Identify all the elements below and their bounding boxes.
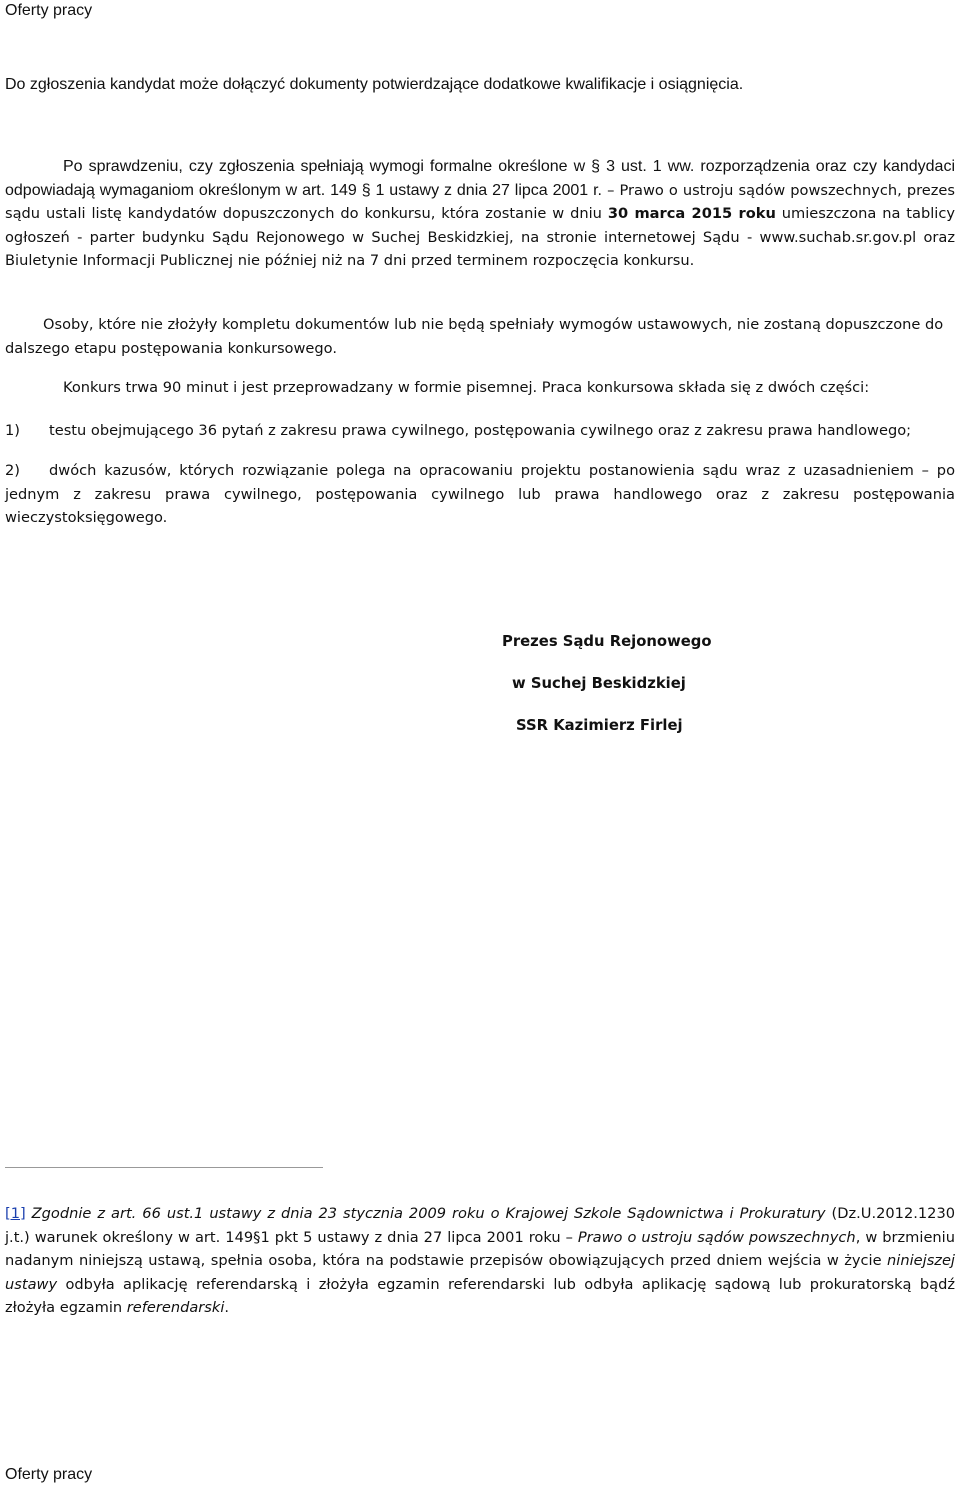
footnote (5, 1202, 955, 1320)
verification-date: 30 marca 2015 roku (607, 205, 776, 222)
verification-text-c: umieszczona na tablicy ogłoszeń - parter budynku Sądu Rejonowego w Suchej Beskidzkiej, na stronie internetowej Sądu - www.suchab.sr.gov.pl oraz Biuletynie Informacji Publicznej nie później niż na 7 dni przed terminem rozpoczęcia konkursu. (5, 205, 956, 269)
incomplete-text: Osoby, które nie złożyły kompletu dokumentów lub nie będą spełniały wymogów ustawowych, nie zostaną dopuszczone do dalszego etapu postępowania konkursowego. (5, 316, 944, 357)
signature-title: Prezes Sądu Rejonowego (502, 633, 712, 650)
footnote-text-e: niniejszej ustawy (5, 1252, 955, 1293)
page-header-title: Oferty pracy (5, 2, 93, 19)
list-item-1 (5, 419, 955, 443)
verification-text-b: – Prawo o ustroju sądów powszechnych, prezes sądu ustali listę kandydatów dopuszczonych do konkursu, która zostanie w dniu (5, 181, 955, 222)
list-item-text: dwóch kazusów, których rozwiązanie polega na opracowaniu projektu postanowienia sądu wraz z uzasadnieniem – po jednym z zakresu prawa cywilnego, postępowania cywilnego lub prawa handlowego oraz z zakresu postępowania wieczystoksięgowego. (5, 462, 955, 526)
footnote-text-b: (Dz.U.2012.1230 j.t.) warunek określony w art. 149§1 pkt 5 ustawy z dnia 27 lipca 2001 roku – (5, 1205, 956, 1246)
footnote-text-a: Zgodnie z art. 66 ust.1 ustawy z dnia 23 stycznia 2009 roku o Krajowej Szkole Sądownictwa i Prokuratury (25, 1205, 826, 1222)
signature-court: w Suchej Beskidzkiej (512, 675, 686, 692)
contest-duration-text: Konkurs trwa 90 minut i jest przeprowadzany w formie pisemnej. Praca konkursowa składa się z dwóch części: (63, 379, 870, 396)
paragraph-incomplete (5, 313, 955, 360)
list-item-2 (5, 459, 955, 530)
paragraph-documents: Do zgłoszenia kandydat może dołączyć dokumenty potwierdzające dodatkowe kwalifikacje i osiągnięcia. (5, 76, 744, 93)
verification-text-a: Po sprawdzeniu, czy zgłoszenia spełniają wymogi formalne określone w § 3 ust. 1 ww. rozporządzenia oraz czy kandydaci odpowiadają wymaganiom określonym w art. 149 § 1 ustawy z dnia 27 lipca 2001 r. (5, 158, 955, 199)
footnote-text-f: odbyła aplikację referendarską i złożyła egzamin referendarski lub odbyła aplikację sądową lub prokuratorską bądź złożyła egzamin (5, 1275, 955, 1316)
footnote-text-h: . (224, 1299, 230, 1316)
list-item-text: testu obejmującego 36 pytań z zakresu prawa cywilnego, postępowania cywilnego oraz z zakresu prawa handlowego; (49, 422, 912, 439)
footnote-text-d: , w brzmieniu nadanym niniejszą ustawą, spełnia osoba, która na podstawie przepisów obowiązujących przed dniem wejścia w życie (5, 1228, 955, 1269)
footnote-ref-link[interactable]: [1] (5, 1205, 26, 1222)
footnote-text-g: referendarski (126, 1299, 225, 1316)
page-footer-title: Oferty pracy (5, 1466, 93, 1483)
signature-name: SSR Kazimierz Firlej (516, 717, 683, 734)
list-item-number: 1) (5, 422, 20, 439)
list-item-number: 2) (5, 462, 20, 479)
paragraph-verification (5, 155, 955, 273)
footnote-separator (5, 1167, 323, 1168)
footnote-text-c: Prawo o ustroju sądów powszechnych (577, 1228, 856, 1246)
paragraph-contest-duration (5, 376, 955, 400)
